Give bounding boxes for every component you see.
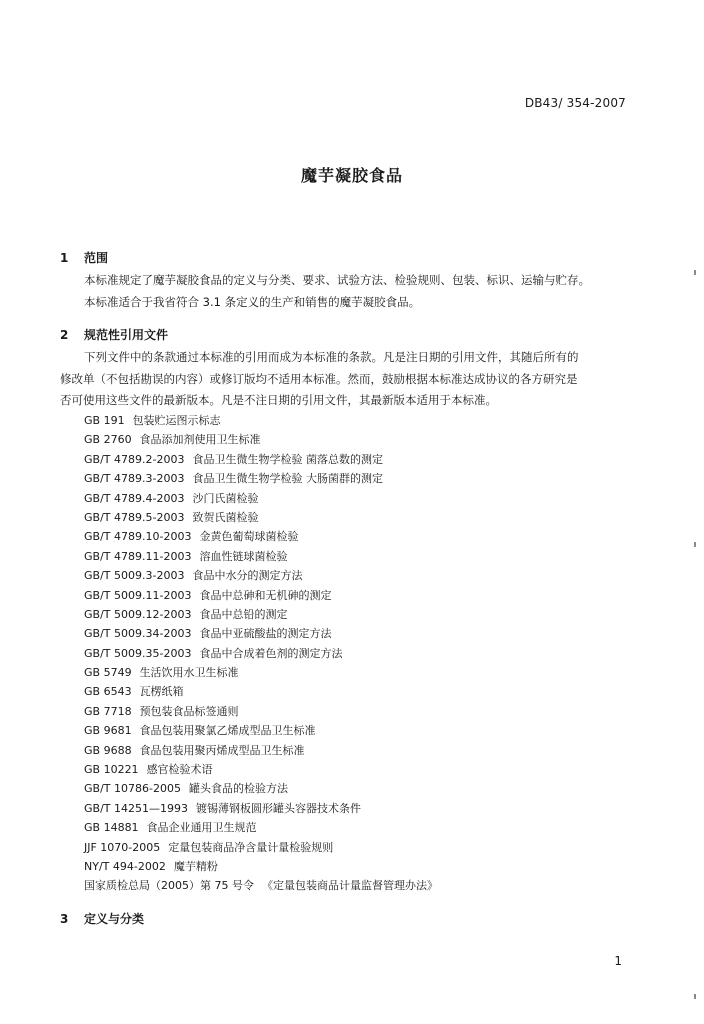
scan-edge-mark bbox=[694, 994, 696, 999]
reference-item bbox=[84, 586, 438, 605]
reference-name: 食品包装用聚氯乙烯成型品卫生标准 bbox=[139, 724, 316, 738]
reference-item bbox=[84, 857, 438, 876]
reference-name: 预包装食品标签通则 bbox=[139, 704, 239, 718]
section-heading-scope bbox=[60, 249, 108, 266]
reference-name: 食品企业通用卫生规范 bbox=[146, 821, 257, 835]
reference-code: GB 5749 bbox=[84, 666, 132, 680]
reference-name: 食品中亚硫酸盐的测定方法 bbox=[199, 627, 332, 641]
reference-code: GB/T 4789.5-2003 bbox=[84, 510, 185, 524]
reference-item bbox=[84, 818, 438, 837]
reference-code: GB/T 4789.2-2003 bbox=[84, 452, 185, 466]
reference-item bbox=[84, 469, 438, 488]
page-number: 1 bbox=[614, 954, 622, 968]
reference-code: GB 14881 bbox=[84, 821, 139, 835]
section-number: 2 bbox=[60, 328, 69, 342]
reference-name: 魔芋精粉 bbox=[173, 859, 218, 873]
reference-name: 食品添加剂使用卫生标准 bbox=[139, 433, 261, 447]
reference-item bbox=[84, 566, 438, 585]
reference-code: GB/T 5009.12-2003 bbox=[84, 607, 192, 621]
scan-edge-mark bbox=[694, 270, 696, 275]
section-title: 范围 bbox=[84, 251, 109, 265]
reference-item bbox=[84, 430, 438, 449]
reference-item bbox=[84, 411, 438, 430]
reference-name: 金黄色葡萄球菌检验 bbox=[199, 530, 299, 544]
reference-item bbox=[84, 450, 438, 469]
reference-item bbox=[84, 605, 438, 624]
reference-name: 瓦楞纸箱 bbox=[139, 685, 184, 699]
reference-code: GB/T 4789.3-2003 bbox=[84, 472, 185, 486]
reference-name: 罐头食品的检验方法 bbox=[188, 782, 288, 796]
reference-item bbox=[84, 682, 438, 701]
reference-item bbox=[84, 508, 438, 527]
reference-name: 食品卫生微生物学检验 大肠菌群的测定 bbox=[192, 472, 383, 486]
references-intro-line-3: 否可使用这些文件的最新版本。凡是不注日期的引用文件，其最新版本适用于本标准。 bbox=[60, 393, 497, 407]
reference-item bbox=[84, 741, 438, 760]
reference-code: GB/T 5009.3-2003 bbox=[84, 569, 185, 583]
reference-code: GB 7718 bbox=[84, 704, 132, 718]
reference-name: 感官检验术语 bbox=[146, 763, 213, 777]
reference-code: 国家质检总局（2005）第 75 号令 bbox=[84, 879, 254, 893]
section-number: 3 bbox=[60, 912, 69, 926]
reference-item bbox=[84, 876, 438, 895]
reference-name: 食品卫生微生物学检验 菌落总数的测定 bbox=[192, 452, 383, 466]
reference-name: 致贺氏菌检验 bbox=[192, 510, 259, 524]
reference-code: GB/T 5009.34-2003 bbox=[84, 627, 192, 641]
reference-name: 食品中合成着色剂的测定方法 bbox=[199, 646, 343, 660]
reference-code: NY/T 494-2002 bbox=[84, 859, 166, 873]
reference-code: GB 6543 bbox=[84, 685, 132, 699]
reference-code: GB/T 14251—1993 bbox=[84, 801, 188, 815]
reference-item bbox=[84, 624, 438, 643]
reference-code: GB 2760 bbox=[84, 433, 132, 447]
scope-paragraph-1: 本标准规定了魔芋凝胶食品的定义与分类、要求、试验方法、检验规则、包装、标识、运输与贮存。 bbox=[84, 273, 590, 287]
reference-code: GB/T 4789.11-2003 bbox=[84, 549, 192, 563]
reference-item bbox=[84, 527, 438, 546]
references-intro-line-1: 下列文件中的条款通过本标准的引用而成为本标准的条款。凡是注日期的引用文件，其随后所有的 bbox=[84, 350, 579, 364]
section-number: 1 bbox=[60, 251, 69, 265]
reference-code: GB/T 5009.11-2003 bbox=[84, 588, 192, 602]
reference-name: 包装贮运图示标志 bbox=[132, 414, 221, 427]
reference-code: GB/T 4789.4-2003 bbox=[84, 491, 185, 505]
reference-item bbox=[84, 663, 438, 682]
scan-edge-mark bbox=[694, 542, 696, 547]
standard-code: DB43/ 354-2007 bbox=[524, 96, 626, 110]
reference-name: 生活饮用水卫生标准 bbox=[139, 666, 239, 680]
reference-name: 食品中水分的测定方法 bbox=[192, 569, 303, 583]
reference-code: GB 9688 bbox=[84, 743, 132, 757]
references-intro-line-2: 修改单（不包括勘误的内容）或修订版均不适用本标准。然而，鼓励根据本标准达成协议的各方研究是 bbox=[60, 372, 578, 386]
reference-item bbox=[84, 702, 438, 721]
document-title: 魔芋凝胶食品 bbox=[300, 166, 403, 185]
scope-paragraph-2: 本标准适合于我省符合 3.1 条定义的生产和销售的魔芋凝胶食品。 bbox=[84, 295, 421, 309]
reference-item bbox=[84, 760, 438, 779]
reference-name: 沙门氏菌检验 bbox=[192, 491, 259, 505]
reference-name: 食品包装用聚丙烯成型品卫生标准 bbox=[139, 743, 305, 757]
reference-code: JJF 1070-2005 bbox=[84, 840, 161, 854]
reference-name: 食品中总铅的测定 bbox=[199, 607, 288, 621]
section-heading-normative-references bbox=[60, 326, 168, 343]
reference-code: GB 191 bbox=[84, 414, 125, 427]
section-heading-definitions bbox=[60, 910, 144, 927]
reference-item bbox=[84, 838, 438, 857]
section-title: 规范性引用文件 bbox=[84, 328, 169, 342]
reference-name: 溶血性链球菌检验 bbox=[199, 549, 288, 563]
reference-item bbox=[84, 547, 438, 566]
reference-code: GB 10221 bbox=[84, 763, 139, 777]
section-title: 定义与分类 bbox=[84, 912, 145, 926]
reference-name: 镀锡薄钢板圆形罐头容器技术条件 bbox=[195, 801, 361, 815]
reference-code: GB 9681 bbox=[84, 724, 132, 738]
reference-item bbox=[84, 779, 438, 798]
reference-code: GB/T 5009.35-2003 bbox=[84, 646, 192, 660]
reference-item bbox=[84, 644, 438, 663]
reference-item bbox=[84, 799, 438, 818]
reference-name: 食品中总砷和无机砷的测定 bbox=[199, 588, 332, 602]
reference-item bbox=[84, 489, 438, 508]
reference-list bbox=[84, 411, 438, 896]
reference-code: GB/T 10786-2005 bbox=[84, 782, 181, 796]
reference-code: GB/T 4789.10-2003 bbox=[84, 530, 192, 544]
reference-name: 《定量包装商品计量监督管理办法》 bbox=[261, 879, 438, 893]
reference-item bbox=[84, 721, 438, 740]
reference-name: 定量包装商品净含量计量检验规则 bbox=[168, 840, 334, 854]
